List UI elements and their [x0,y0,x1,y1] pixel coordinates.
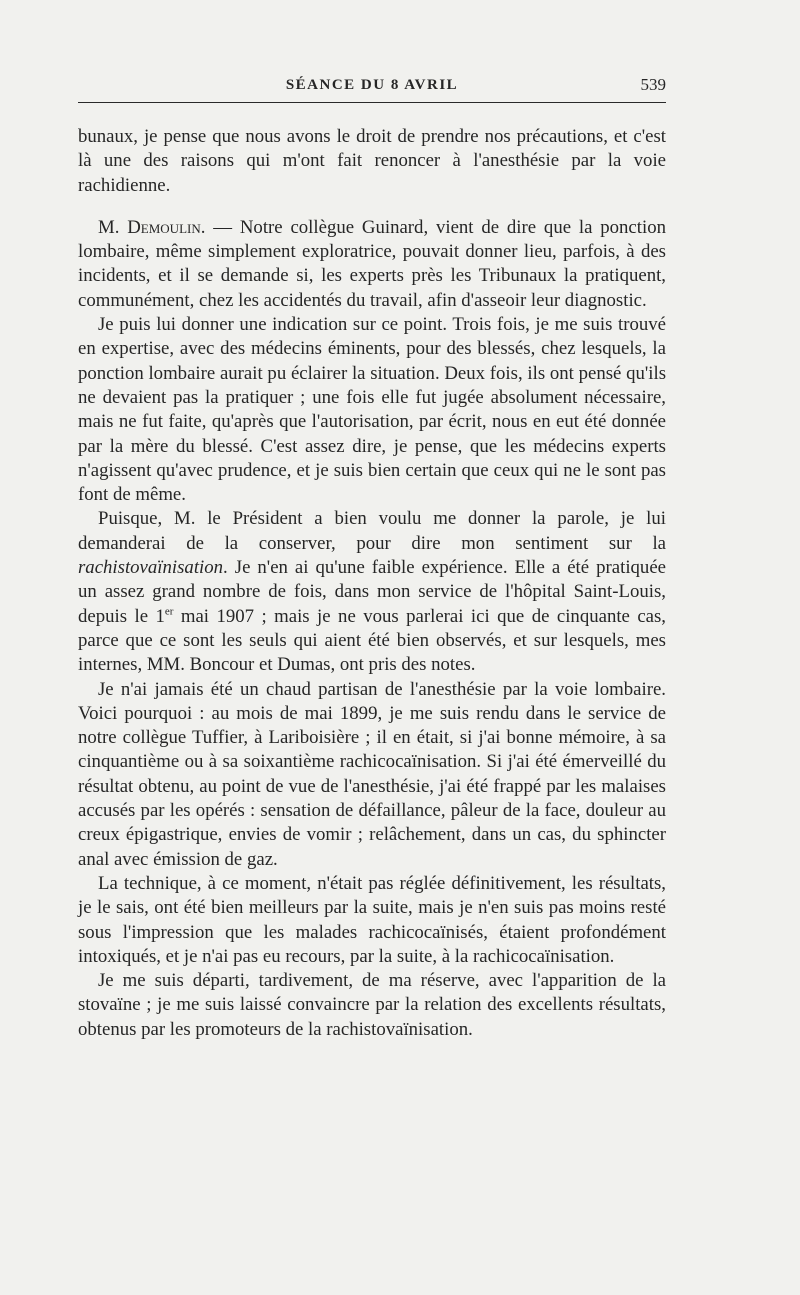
speaker-name: Demoulin [127,216,201,238]
paragraph-4 [78,507,666,677]
paragraph-4-part-a: Puisque, M. le Président a bien voulu me donner la parole, je lui demanderai de la conserver, pour dire mon sentiment sur la [78,508,666,554]
paragraph-1: bunaux, je pense que nous avons le droit de prendre nos précautions, et c'est là une des raisons qui m'ont fait renoncer à l'anesthésie par la voie rachidienne. [78,126,666,196]
paragraph-7: Je me suis départi, tardivement, de ma réserve, avec l'apparition de la stovaïne ; je me suis laissé convaincre par la relation des excellents résultats, obtenus par les promoteurs de la rachistovaïnisation. [78,970,666,1040]
paragraph-3: Je puis lui donner une indication sur ce point. Trois fois, je me suis trouvé en expertise, avec des médecins éminents, pour des blessés, chez lesquels, la ponction lombaire aurait pu éclairer la situation. Deux fois, ils ont pensé qu'ils ne devaient pas la pratiquer ; une fois elle fut jugée absolument nécessaire, mais ne fut faite, qu'après que l'autorisation, par écrit, nous en eut été donnée par la mère du blessé. C'est assez dire, je pense, que les médecins experts n'agissent qu'avec prudence, et je suis bien certain que ceux qui ne le sont pas font de même. [78,314,666,506]
paragraph-4-part-c: mai 1907 ; mais je ne vous parlerai ici que de cinquante cas, parce que ce sont les seuls qui aient été bien observés, et sur lesquels, mes internes, MM. Boncour et Dumas, ont pris des notes. [78,605,667,676]
italic-term: rachistovaïnisation [78,557,224,579]
body-text [78,125,666,1042]
paragraph-5: Je n'ai jamais été un chaud partisan de l'anesthésie par la voie lombaire. Voici pourquoi : au mois de mai 1899, je me suis rendu dans le service de notre collègue Tuffier, à Lariboisière ; il en était, si j'ai bonne mémoire, à sa cinquantième ou à sa soixantième rachicocaïnisation. Si j'ai été émerveillé du résultat obtenu, au point de vue de l'anesthésie, j'ai été frappé par les malaises accusés par les opérés : sensation de défaillance, pâleur de la face, douleur au creux épigastrique, envies de vomir ; relâchement, dans un cas, du sphincter anal avec émission de gaz. [78,678,666,870]
page-header [78,72,666,103]
speaker-prefix: M. [98,216,120,238]
page-number: 539 [640,75,666,94]
superscript: er [164,605,174,618]
paragraph-2 [78,216,666,313]
paragraph-6: La technique, à ce moment, n'était pas réglée définitivement, les résultats, je le sais, ont été bien meilleurs par la suite, mais je n'en suis pas moins resté sous l'impression que les malades rachicocaïnisés, étaient profondément intoxiqués, et je n'ai pas eu recours, par la suite, à la rachicocaïnisation. [78,872,666,967]
paragraph-4-part-b: . Je n'en ai qu'une faible expérience. Elle a été pratiquée un assez grand nombre de fois, dans mon service de l'hôpital Saint-Louis, depuis le 1 [78,557,666,627]
running-title: SÉANCE DU 8 AVRIL [285,77,459,93]
paragraph-2-text: . — Notre collègue Guinard, vient de dire que la ponction lombaire, même simplement exploratrice, pouvait donner lieu, parfois, à des incidents, et il se demande si, les experts près les Tribunaux la pratiquent, communément, chez les accidentés du travail, afin d'asseoir leur diagnostic. [78,216,666,311]
